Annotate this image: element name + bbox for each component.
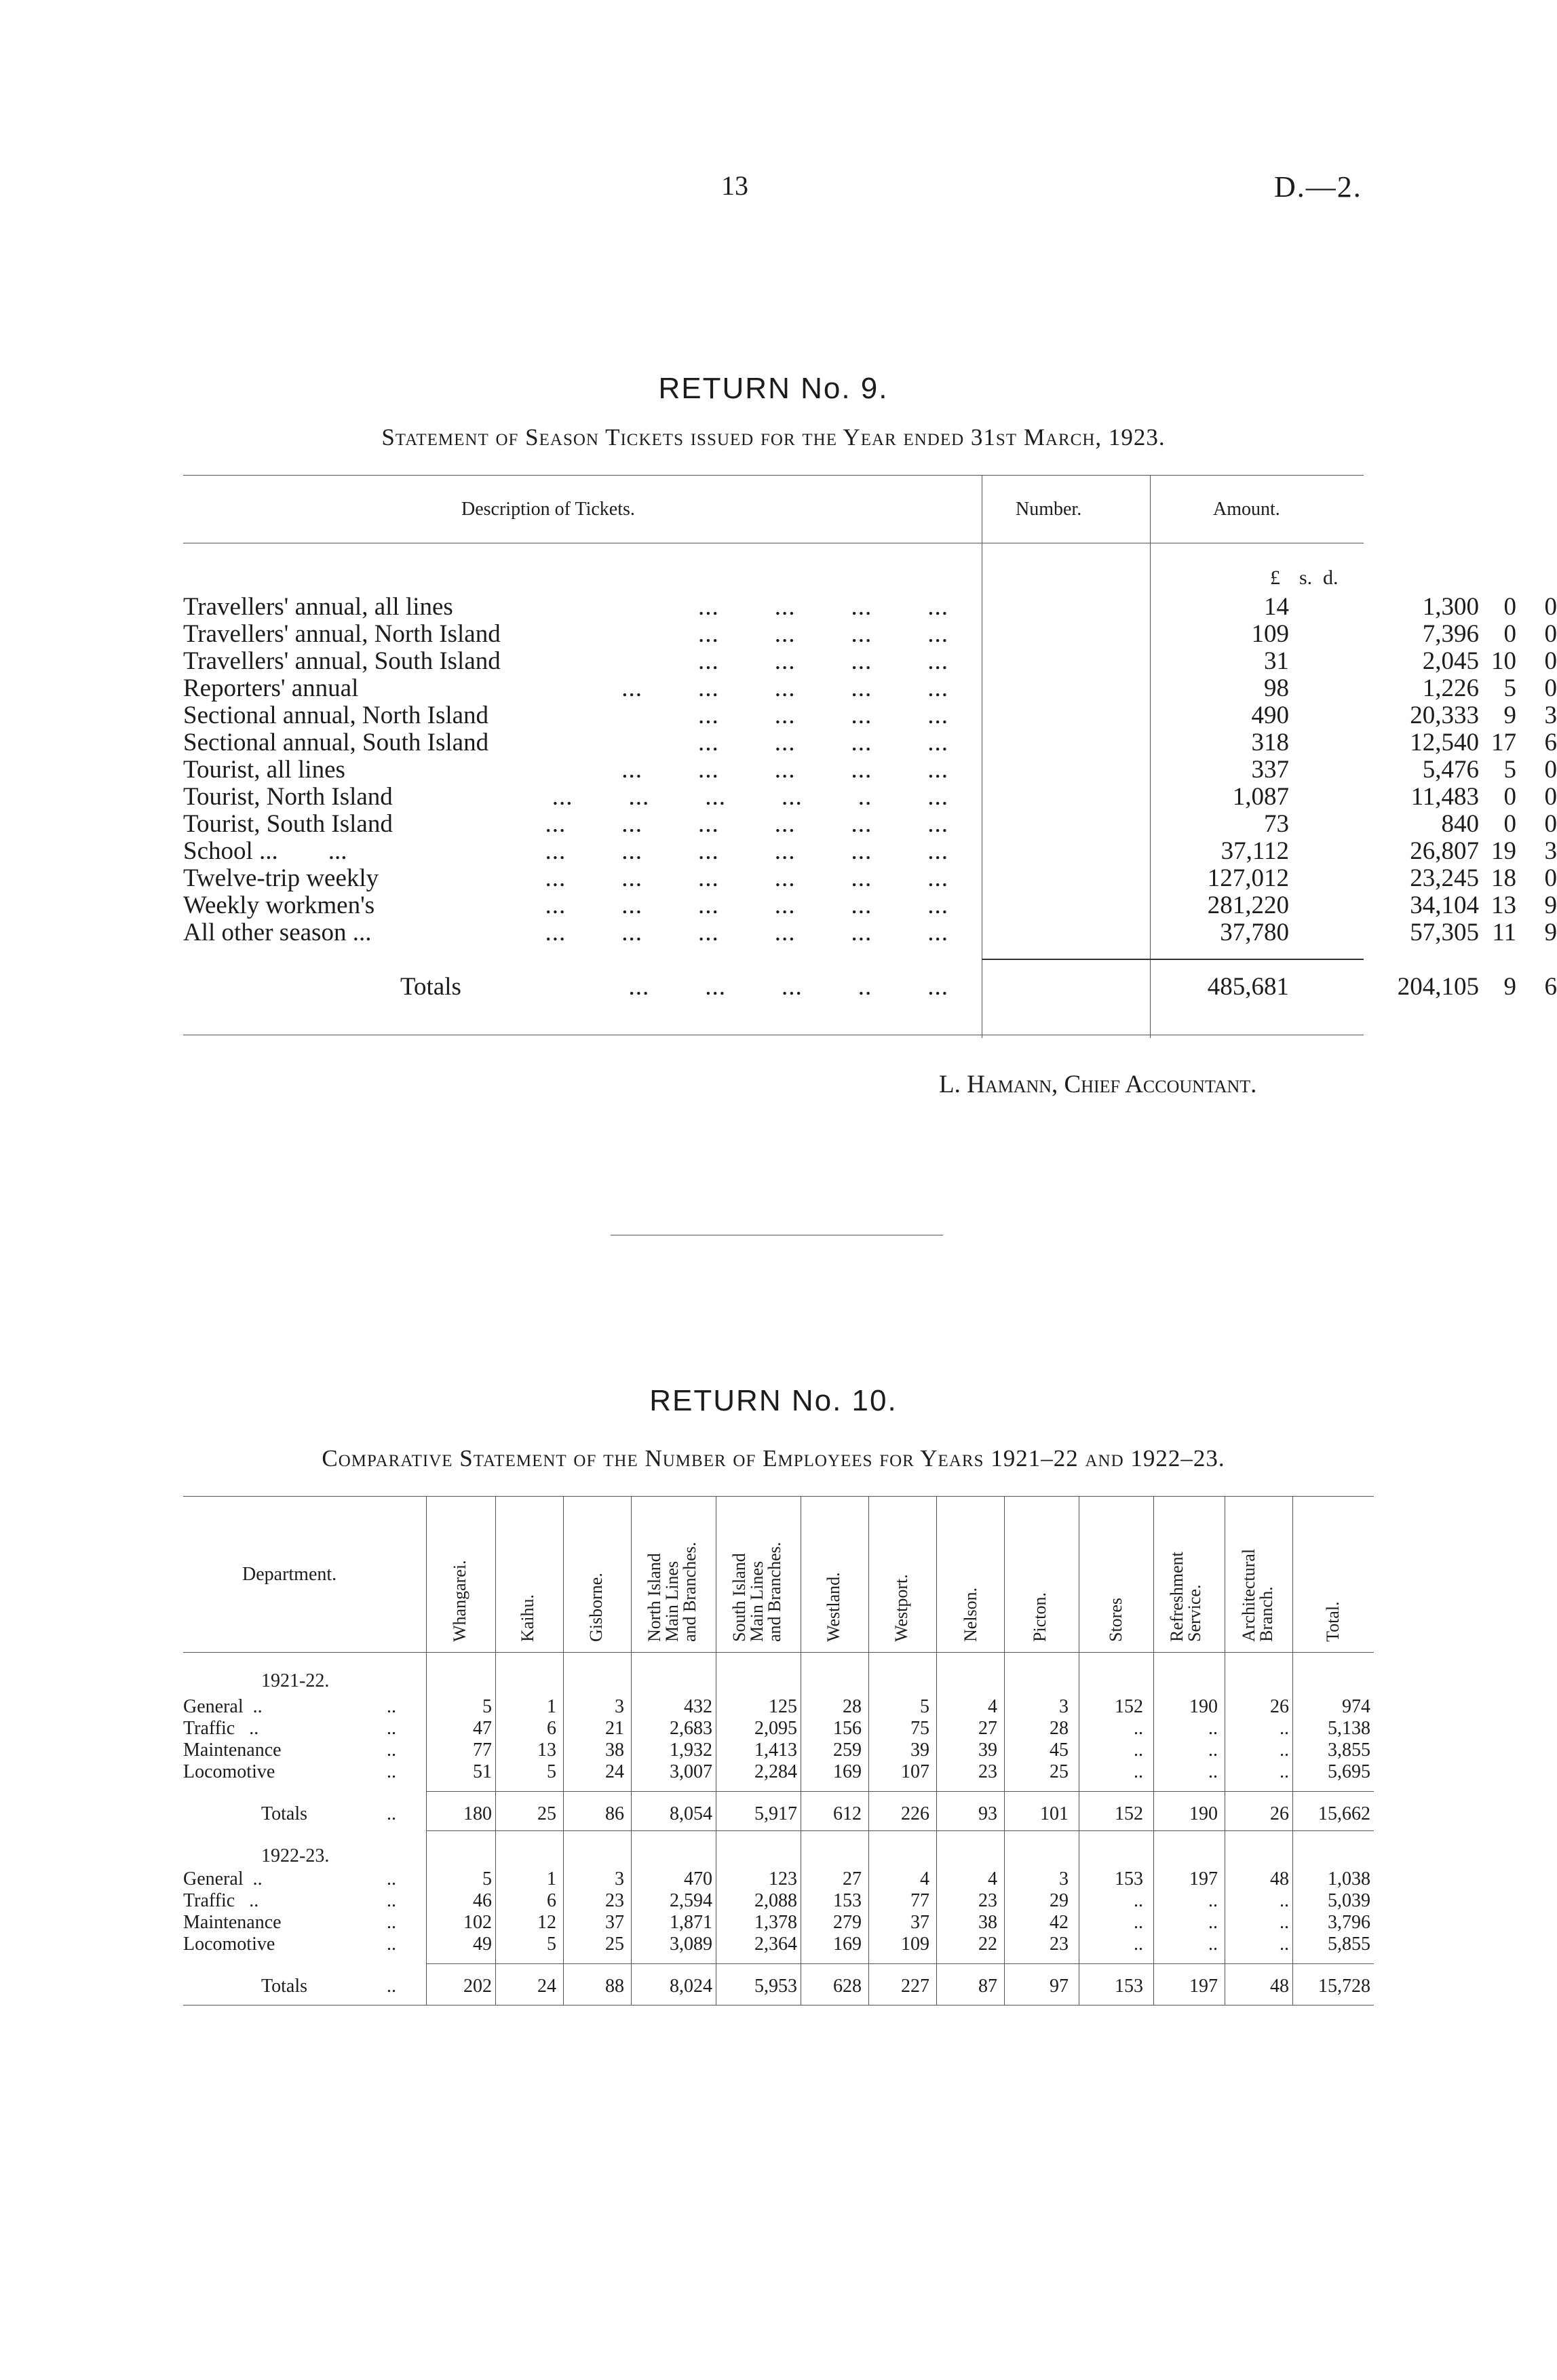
cell: 23 [978, 1761, 997, 1782]
cell: 37 [605, 1912, 624, 1933]
return9-totals-rule [982, 959, 1364, 960]
cell: 12 [537, 1912, 556, 1933]
department-label: Locomotive [183, 1761, 275, 1782]
amount-pence: 0 [1544, 783, 1557, 811]
amount-pence: 6 [1544, 729, 1557, 756]
leader-dots: .. [387, 1912, 396, 1933]
cell: 202 [463, 1976, 492, 1997]
amount-pounds: 7,396 [1422, 620, 1479, 648]
amount-shillings: 18 [1491, 864, 1516, 892]
subtotal-rule [426, 1791, 1374, 1792]
cell: .. [1208, 1934, 1218, 1955]
cell: 974 [1342, 1696, 1370, 1717]
department-label: Locomotive [183, 1934, 275, 1955]
amount-pounds: 2,045 [1422, 647, 1479, 675]
cell: 24 [537, 1976, 556, 1997]
cell: 27 [843, 1868, 862, 1889]
ticket-description: Sectional annual, North Island [183, 702, 489, 729]
cell: 1,932 [670, 1740, 712, 1761]
table-row [183, 1912, 1374, 1934]
cell: 2,095 [754, 1718, 797, 1739]
ticket-description: Travellers' annual, South Island [183, 647, 501, 675]
leader-dots: .. [387, 1890, 396, 1911]
signature-line: L. Hamann, Chief Accountant. [939, 1071, 1257, 1098]
leader-dots: ... ... ... ... [698, 620, 948, 648]
ticket-description: School ... ... [183, 837, 347, 865]
leader-dots: ... ... ... ... ... [621, 674, 948, 702]
table-row [183, 782, 1557, 811]
return9-title: RETURN No. 9. [658, 372, 889, 405]
cell: 4 [988, 1696, 997, 1717]
return10-header-rule [183, 1652, 1374, 1653]
amount-shillings: 10 [1491, 647, 1516, 675]
cell: 4 [988, 1868, 997, 1889]
cell: 5 [482, 1696, 492, 1717]
cell: 28 [843, 1696, 862, 1717]
cell: 2,683 [670, 1718, 712, 1739]
table-row [183, 864, 1557, 892]
cell: 26 [1270, 1696, 1289, 1717]
amount-pence: 0 [1544, 810, 1557, 838]
column-header-westland: Westland. [824, 1572, 843, 1642]
amount-shillings: 17 [1491, 729, 1516, 756]
amount-pence: 9 [1544, 891, 1557, 919]
ticket-description: Travellers' annual, North Island [183, 620, 501, 648]
cell: 25 [1050, 1761, 1069, 1782]
amount-pounds: 1,226 [1422, 674, 1479, 702]
ticket-number: 318 [1251, 729, 1289, 756]
cell: 6 [547, 1718, 556, 1739]
leader-dots: .. [387, 1740, 396, 1761]
leader-dots: ... ... ... ... ... ... [545, 837, 948, 865]
cell: 101 [1040, 1803, 1069, 1824]
cell: 1 [547, 1696, 556, 1717]
pence-unit: d. [1323, 567, 1339, 589]
table-row [183, 674, 1557, 702]
total-pence: 6 [1544, 973, 1557, 1001]
table-row [183, 728, 1557, 756]
cell: 3,855 [1328, 1740, 1370, 1761]
cell: 5 [920, 1696, 929, 1717]
cell: 5 [482, 1868, 492, 1889]
department-label: Traffic .. [183, 1718, 259, 1739]
leader-dots: ... ... ... ... ... ... [545, 919, 948, 946]
totals-row [183, 972, 1557, 1001]
cell: 97 [1050, 1976, 1069, 1997]
cell: 612 [833, 1803, 862, 1824]
leader-dots: .. [387, 1934, 396, 1955]
leader-dots: .. [387, 1718, 396, 1739]
cell: .. [1134, 1912, 1143, 1933]
year-heading: 1922-23. [261, 1845, 330, 1866]
year-heading: 1921-22. [261, 1670, 330, 1691]
table-row [183, 1761, 1374, 1783]
amount-pence: 3 [1544, 702, 1557, 729]
amount-shillings: 5 [1503, 756, 1516, 784]
leader-dots: .. [387, 1976, 396, 1997]
cell: .. [1134, 1718, 1143, 1739]
ticket-number: 490 [1251, 702, 1289, 729]
column-header-stores: Stores [1106, 1598, 1126, 1642]
column-header-architectural-branch: Architectural Branch. [1239, 1548, 1276, 1642]
table-row [183, 1740, 1374, 1761]
cell: 1,871 [670, 1912, 712, 1933]
cell: 15,728 [1318, 1976, 1370, 1997]
cell: 3 [1059, 1868, 1069, 1889]
return10-title: RETURN No. 10. [649, 1384, 898, 1417]
total-pounds: 204,105 [1397, 973, 1479, 1001]
cell: 75 [910, 1718, 929, 1739]
amount-pounds: 20,333 [1410, 702, 1479, 729]
cell: 3,089 [670, 1934, 712, 1955]
cell: .. [1280, 1761, 1289, 1782]
leader-dots: .. [387, 1696, 396, 1717]
table-row [183, 918, 1557, 946]
cell: 180 [463, 1803, 492, 1824]
cell: 29 [1050, 1890, 1069, 1911]
cell: 5,917 [754, 1803, 797, 1824]
total-number: 485,681 [1207, 973, 1289, 1001]
cell: 5 [547, 1934, 556, 1955]
cell: 3 [615, 1868, 624, 1889]
totals-label: Totals [261, 1976, 308, 1997]
column-header-whangarei: Whangarei. [450, 1560, 469, 1642]
cell: .. [1208, 1890, 1218, 1911]
cell: 1,413 [754, 1740, 797, 1761]
ticket-number: 73 [1264, 810, 1289, 838]
cell: .. [1280, 1912, 1289, 1933]
leader-dots: ... ... ... ... ... [621, 756, 948, 784]
amount-pounds: 11,483 [1410, 783, 1479, 811]
table-row [183, 837, 1557, 865]
amount-pounds: 840 [1441, 810, 1479, 838]
department-label: General .. [183, 1696, 263, 1717]
ticket-number: 109 [1251, 620, 1289, 648]
cell: 197 [1189, 1868, 1218, 1889]
return9-number-header: Number. [1016, 499, 1082, 520]
cell: 259 [833, 1740, 862, 1761]
amount-pence: 0 [1544, 674, 1557, 702]
cell: 23 [1050, 1934, 1069, 1955]
cell: .. [1134, 1890, 1143, 1911]
column-header-refreshment-service: Refreshment Service. [1167, 1552, 1204, 1642]
table-row [183, 1868, 1374, 1890]
cell: 628 [833, 1976, 862, 1997]
total-shillings: 9 [1503, 973, 1516, 1001]
cell: 3,796 [1328, 1912, 1370, 1933]
amount-shillings: 11 [1492, 919, 1516, 946]
leader-dots: .. [387, 1868, 396, 1889]
amount-pounds: 1,300 [1422, 593, 1479, 621]
cell: 39 [910, 1740, 929, 1761]
return10-subtitle: Comparative Statement of the Number of Employees for Years 1921–22 and 1922–23. [322, 1445, 1225, 1472]
cell: 23 [978, 1890, 997, 1911]
cell: 42 [1050, 1912, 1069, 1933]
cell: 22 [978, 1934, 997, 1955]
cell: 87 [978, 1976, 997, 1997]
amount-pence: 3 [1544, 837, 1557, 865]
amount-shillings: 0 [1503, 810, 1516, 838]
column-header-kaihu: Kaihu. [518, 1594, 537, 1642]
cell: 153 [833, 1890, 862, 1911]
cell: 226 [901, 1803, 929, 1824]
column-header-south-island: South Island Main Lines and Branches. [729, 1541, 784, 1642]
totals-row [183, 1976, 1374, 1997]
cell: 8,054 [670, 1803, 712, 1824]
document-reference: D.—2. [1274, 170, 1362, 204]
cell: 2,284 [754, 1761, 797, 1782]
cell: 25 [605, 1934, 624, 1955]
cell: 190 [1189, 1803, 1218, 1824]
cell: 432 [684, 1696, 712, 1717]
cell: 4 [920, 1868, 929, 1889]
ticket-description: All other season ... [183, 919, 372, 946]
leader-dots: ... ... ... ... [698, 647, 948, 675]
cell: 8,024 [670, 1976, 712, 1997]
table-row [183, 891, 1557, 919]
cell: 3 [1059, 1696, 1069, 1717]
leader-dots: ... ... ... ... [698, 593, 948, 621]
ticket-description: Travellers' annual, all lines [183, 593, 453, 621]
cell: 156 [833, 1718, 862, 1739]
column-header-gisborne: Gisborne. [586, 1573, 606, 1642]
cell: 24 [605, 1761, 624, 1782]
cell: 48 [1270, 1976, 1289, 1997]
cell: 1 [547, 1868, 556, 1889]
amount-shillings: 0 [1503, 593, 1516, 621]
amount-shillings: 9 [1503, 702, 1516, 729]
amount-pounds: 5,476 [1422, 756, 1479, 784]
amount-shillings: 5 [1503, 674, 1516, 702]
ticket-number: 337 [1251, 756, 1289, 784]
cell: 38 [605, 1740, 624, 1761]
cell: 46 [473, 1890, 492, 1911]
cell: 26 [1270, 1803, 1289, 1824]
table-row [183, 1718, 1374, 1740]
cell: 93 [978, 1803, 997, 1824]
ticket-number: 127,012 [1207, 864, 1289, 892]
cell: 5,138 [1328, 1718, 1370, 1739]
leader-dots: ... ... ... ... ... ... [545, 810, 948, 838]
cell: .. [1134, 1761, 1143, 1782]
department-label: General .. [183, 1868, 263, 1889]
cell: 102 [463, 1912, 492, 1933]
cell: 169 [833, 1761, 862, 1782]
cell: .. [1134, 1740, 1143, 1761]
cell: 152 [1115, 1696, 1143, 1717]
amount-pence: 0 [1544, 593, 1557, 621]
leader-dots: ... ... ... ... ... ... [545, 891, 948, 919]
amount-pence: 0 [1544, 864, 1557, 892]
cell: 109 [901, 1934, 929, 1955]
cell: .. [1208, 1912, 1218, 1933]
cell: 5,953 [754, 1976, 797, 1997]
cell: 5,855 [1328, 1934, 1370, 1955]
ticket-description: Tourist, all lines [183, 756, 345, 784]
table-row [183, 619, 1557, 648]
table-row [183, 647, 1557, 675]
cell: 153 [1115, 1868, 1143, 1889]
leader-dots: .. [387, 1803, 396, 1824]
cell: .. [1280, 1740, 1289, 1761]
return9-subtitle: Statement of Season Tickets issued for the Year ended 31st March, 1923. [381, 424, 1166, 450]
ticket-description: Tourist, South Island [183, 810, 393, 838]
amount-shillings: 19 [1491, 837, 1516, 865]
cell: 37 [910, 1912, 929, 1933]
cell: 49 [473, 1934, 492, 1955]
cell: .. [1134, 1934, 1143, 1955]
table-row [183, 809, 1557, 838]
amount-pounds: 57,305 [1410, 919, 1479, 946]
table-row [183, 1890, 1374, 1912]
cell: 47 [473, 1718, 492, 1739]
cell: 1,038 [1328, 1868, 1370, 1889]
amount-pence: 9 [1544, 919, 1557, 946]
ticket-number: 37,780 [1220, 919, 1289, 946]
cell: 227 [901, 1976, 929, 1997]
leader-dots: ... ... ... ... [698, 729, 948, 756]
leader-dots: ... ... ... ... .. ... [552, 783, 948, 811]
leader-dots: ... ... ... ... [698, 702, 948, 729]
cell: 153 [1115, 1976, 1143, 1997]
cell: 23 [605, 1890, 624, 1911]
amount-pounds: 26,807 [1410, 837, 1479, 865]
totals-label: Totals [261, 1803, 308, 1824]
table-row [183, 701, 1557, 729]
ticket-number: 14 [1264, 593, 1289, 621]
cell: 38 [978, 1912, 997, 1933]
return9-amount-header: Amount. [1213, 499, 1280, 520]
cell: 77 [910, 1890, 929, 1911]
cell: 39 [978, 1740, 997, 1761]
return10-top-rule [183, 1496, 1374, 1497]
amount-pence: 0 [1544, 647, 1557, 675]
table-row [183, 1696, 1374, 1718]
ticket-description: Reporters' annual [183, 674, 359, 702]
amount-shillings: 13 [1491, 891, 1516, 919]
column-header-westport: Westport. [891, 1574, 911, 1642]
ticket-number: 31 [1264, 647, 1289, 675]
cell: 470 [684, 1868, 712, 1889]
table-row [183, 1934, 1374, 1955]
cell: .. [1208, 1718, 1218, 1739]
column-header-picton: Picton. [1030, 1592, 1050, 1642]
cell: 45 [1050, 1740, 1069, 1761]
cell: 27 [978, 1718, 997, 1739]
cell: 152 [1115, 1803, 1143, 1824]
department-label: Maintenance [183, 1912, 282, 1933]
cell: 15,662 [1318, 1803, 1370, 1824]
cell: 3 [615, 1696, 624, 1717]
cell: 5,039 [1328, 1890, 1370, 1911]
ticket-number: 281,220 [1207, 891, 1289, 919]
cell: 2,594 [670, 1890, 712, 1911]
cell: 28 [1050, 1718, 1069, 1739]
ticket-number: 1,087 [1232, 783, 1289, 811]
subtotal-rule [426, 1963, 1374, 1964]
amount-pounds: 34,104 [1410, 891, 1479, 919]
totals-row [183, 1803, 1374, 1825]
cell: 2,088 [754, 1890, 797, 1911]
table-row [183, 592, 1557, 621]
department-label: Maintenance [183, 1740, 282, 1761]
cell: 123 [769, 1868, 797, 1889]
cell: 5,695 [1328, 1761, 1370, 1782]
cell: 279 [833, 1912, 862, 1933]
cell: 1,378 [754, 1912, 797, 1933]
ticket-description: Twelve-trip weekly [183, 864, 379, 892]
leader-dots: .. [387, 1761, 396, 1782]
cell: 48 [1270, 1868, 1289, 1889]
cell: 2,364 [754, 1934, 797, 1955]
table-row [183, 755, 1557, 784]
cell: 169 [833, 1934, 862, 1955]
amount-pence: 0 [1544, 756, 1557, 784]
cell: .. [1280, 1934, 1289, 1955]
cell: 25 [537, 1803, 556, 1824]
ticket-description: Weekly workmen's [183, 891, 375, 919]
department-label: Traffic .. [183, 1890, 259, 1911]
amount-shillings: 0 [1503, 620, 1516, 648]
cell: 197 [1189, 1976, 1218, 1997]
column-header-nelson: Nelson. [961, 1587, 980, 1642]
column-header-total: Total. [1323, 1601, 1343, 1642]
amount-pounds: 23,245 [1410, 864, 1479, 892]
cell: 51 [473, 1761, 492, 1782]
cell: 77 [473, 1740, 492, 1761]
leader-dots: ... ... ... .. ... [628, 973, 948, 1001]
ticket-number: 98 [1264, 674, 1289, 702]
cell: 5 [547, 1761, 556, 1782]
cell: 21 [605, 1718, 624, 1739]
amount-pounds: 12,540 [1410, 729, 1479, 756]
amount-shillings: 0 [1503, 783, 1516, 811]
amount-pence: 0 [1544, 620, 1557, 648]
ticket-number: 37,112 [1220, 837, 1289, 865]
cell: .. [1280, 1718, 1289, 1739]
return9-description-header: Description of Tickets. [461, 499, 635, 520]
cell: 86 [605, 1803, 624, 1824]
ticket-description: Sectional annual, South Island [183, 729, 489, 756]
cell: .. [1208, 1740, 1218, 1761]
leader-dots: ... ... ... ... ... ... [545, 864, 948, 892]
pounds-unit: £ [1270, 567, 1280, 589]
subtotal-rule [426, 1830, 1374, 1831]
cell: .. [1208, 1761, 1218, 1782]
cell: 190 [1189, 1696, 1218, 1717]
ticket-description: Tourist, North Island [183, 783, 393, 811]
totals-label: Totals [400, 973, 461, 1001]
cell: 6 [547, 1890, 556, 1911]
cell: 125 [769, 1696, 797, 1717]
page-number: 13 [721, 170, 748, 201]
cell: .. [1280, 1890, 1289, 1911]
department-header: Department. [242, 1564, 337, 1585]
cell: 107 [901, 1761, 929, 1782]
cell: 88 [605, 1976, 624, 1997]
cell: 13 [537, 1740, 556, 1761]
cell: 3,007 [670, 1761, 712, 1782]
return9-top-rule [183, 475, 1364, 476]
column-header-north-island: North Island Main Lines and Branches. [645, 1541, 699, 1642]
shillings-unit: s. [1299, 567, 1313, 589]
